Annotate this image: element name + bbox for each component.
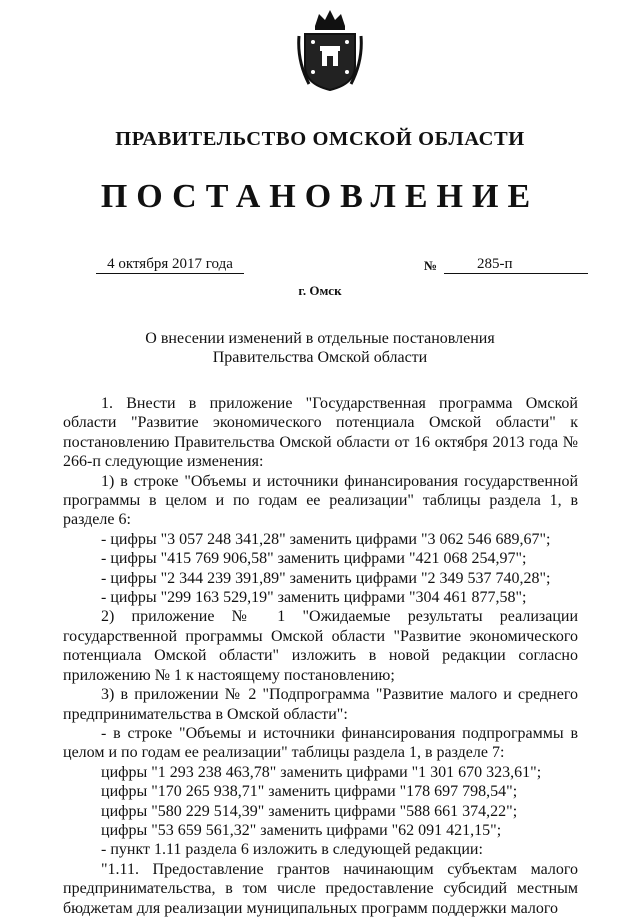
paragraph: "1.11. Предоставление грантов начинающим субъектам малого предпринимательства, в том числе предоставление субсидий местным бюджетам для реализации муниципальных программ поддержки малого — [63, 860, 578, 917]
coat-of-arms-icon — [297, 6, 363, 94]
paragraph: 2) приложение № 1 "Ожидаемые результаты реализации государственной программы Омской области "Развитие экономического потенциала Омской области" изложить в новой редакции согласно приложению № 1 к настоящему постановлению; — [63, 608, 578, 684]
paragraph: 1. Внести в приложение "Государственная программа Омской области "Развитие экономического потенциала Омской области" к постановлению Правительства Омской области от 16 октября 2013 года № 266-п следующие изменения: — [63, 395, 578, 471]
paragraph: - цифры "299 163 529,19" заменить цифрами "304 461 877,58"; — [101, 589, 527, 607]
paragraph: 1) в строке "Объемы и источники финансирования государственной программы в целом и по годам ее реализации" таблицы раздела 1, в разделе 6: — [63, 472, 578, 529]
paragraph: цифры "170 265 938,71" заменить цифрами "178 697 798,54"; — [101, 783, 518, 801]
paragraph: цифры "53 659 561,32" заменить цифрами "62 091 421,15"; — [101, 821, 502, 839]
paragraph: - в строке "Объемы и источники финансирования подпрограммы в целом и по годам ее реализации" таблицы раздела 1, в разделе 7: — [63, 724, 578, 762]
paragraph: 3) в приложении № 2 "Подпрограмма "Развитие малого и среднего предпринимательства в Омской области": — [63, 686, 578, 723]
paragraph: - пункт 1.11 раздела 6 изложить в следующей редакции: — [101, 841, 483, 859]
paragraph: цифры "1 293 238 463,78" заменить цифрами "1 301 670 323,61"; — [101, 763, 542, 781]
subject-line-1: О внесении изменений в отдельные постановления — [145, 330, 495, 347]
document-number-field — [444, 256, 588, 274]
document-date: 4 октября 2017 года — [96, 256, 244, 274]
document-type: ПОСТАНОВЛЕНИЕ — [100, 178, 540, 215]
paragraph: - цифры "3 057 248 341,28" заменить цифрами "3 062 546 689,67"; — [101, 530, 551, 548]
government-title: ПРАВИТЕЛЬСТВО ОМСКОЙ ОБЛАСТИ — [115, 128, 525, 150]
document-body — [63, 394, 578, 918]
paragraph: - цифры "415 769 906,58" заменить цифрами "421 068 254,97"; — [101, 550, 527, 568]
paragraph: цифры "580 229 514,39" заменить цифрами "588 661 374,22"; — [101, 802, 518, 820]
paragraph: - цифры "2 344 239 391,89" заменить цифрами "2 349 537 740,28"; — [101, 569, 551, 587]
subject-line-2: Правительства Омской области — [212, 349, 428, 366]
city: г. Омск — [298, 283, 342, 298]
number-sign: № — [424, 258, 438, 273]
document-number: 285-п — [477, 256, 513, 272]
subject-heading — [0, 329, 640, 367]
